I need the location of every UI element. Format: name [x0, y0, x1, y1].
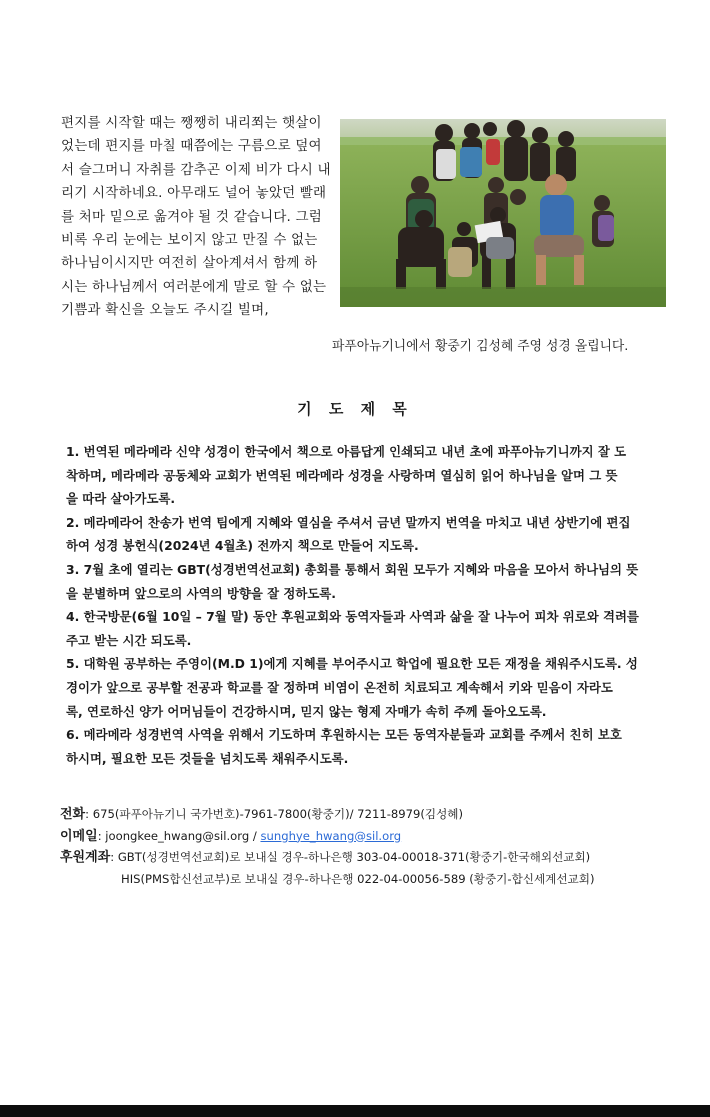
intro-line: 기쁨과 확신을 오늘도 주시길 빌며,: [61, 302, 269, 319]
account-row-his: [60, 869, 680, 891]
intro-line: 하나님이시지만 여전히 살아계셔서 함께 하: [61, 255, 318, 272]
prayer-line: 5. 대학원 공부하는 주영이(M.D 1)에게 지혜를 부어주시고 학업에 필요한 모든 재정을 채워주시도록. 성: [66, 656, 638, 672]
prayer-line: 하여 성경 봉헌식(2024년 4월초) 전까지 책으로 만들어 지도록.: [66, 538, 419, 554]
account-label: 후원계좌: [60, 850, 111, 865]
prayer-line: 1. 번역된 메라메라 신약 성경이 한국에서 책으로 아름답게 인쇄되고 내년 초에 파푸아뉴기니까지 잘 도: [66, 444, 627, 459]
intro-line: 었는데 편지를 마칠 때쯤에는 구름으로 덮여: [61, 138, 322, 155]
prayer-item: [66, 723, 666, 770]
email-prefix: :: [97, 828, 106, 843]
phone-label: 전화: [60, 807, 86, 822]
email-sunghye-link[interactable]: sunghye_hwang@sil.org: [260, 828, 402, 843]
bottom-bar: [0, 1105, 710, 1117]
prayer-item: [66, 652, 666, 723]
letter-signoff: 파푸아뉴기니에서 황중기 김성혜 주영 성경 올립니다.: [332, 339, 629, 354]
prayer-line: 6. 메라메라 성경번역 사역을 위해서 기도하며 후원하시는 모든 동역자분들과 교회를 주께서 친히 보호: [66, 727, 622, 743]
prayer-line: 을 분별하며 앞으로의 사역의 방향을 잘 정하도록.: [66, 585, 336, 601]
intro-line: 를 처마 밑으로 옮겨야 될 것 같습니다. 그럼: [61, 208, 323, 225]
email-joongkee[interactable]: joongkee_hwang@sil.org: [105, 828, 250, 843]
intro-line: 시는 하나님께서 여러분에게 말로 할 수 없는: [61, 278, 327, 295]
letter-intro: [61, 112, 331, 323]
prayer-line: 경이가 앞으로 공부할 전공과 학교를 잘 정하며 비염이 온전히 치료되고 계속해서 키와 믿음이 자라도: [66, 679, 613, 695]
prayer-line: 착하며, 메라메라 공동체와 교회가 번역된 메라메라 성경을 사랑하며 열심히 읽어 하나님을 알며 그 뜻: [66, 467, 618, 483]
prayer-line: 하시며, 필요한 모든 것들을 넘치도록 채워주시도록.: [66, 750, 349, 766]
group-photo: [340, 119, 666, 307]
intro-line: 리기 시작하네요. 아무래도 널어 놓았던 빨래: [61, 185, 327, 202]
intro-line: 서 슬그머니 자취를 감추곤 이제 비가 다시 내: [61, 161, 331, 178]
account-his: HIS(PMS합신선교부)로 보내실 경우-하나은행 022-04-00056-589 (황중기-합신세계선교회): [121, 871, 595, 886]
prayer-item: [66, 511, 666, 558]
prayer-item: [66, 440, 666, 511]
account-row: [60, 847, 680, 869]
email-label: 이메일: [60, 828, 98, 844]
contact-info: [60, 804, 680, 890]
prayer-item: [66, 558, 666, 605]
prayer-list: [66, 440, 666, 770]
email-row: [60, 826, 680, 848]
prayer-line: 록, 연로하신 양가 어머님들이 건강하시며, 믿지 않는 형제 자매가 속히 주께 돌아오도록.: [66, 703, 547, 719]
email-separator: /: [249, 828, 261, 843]
prayer-line: 을 따라 살아가도록.: [66, 491, 176, 507]
phone-row: [60, 804, 680, 826]
prayer-item: [66, 605, 666, 652]
phone-value: : 675(파푸아뉴기니 국가번호)-7961-7800(황중기)/ 7211-8979(김성혜): [85, 807, 464, 821]
account-gbt: : GBT(성경번역선교회)로 보내실 경우-하나은행 303-04-00018-371(황중기-한국해외선교회): [110, 850, 591, 864]
prayer-line: 주고 받는 시간 되도록.: [66, 632, 192, 648]
prayer-line: 3. 7월 초에 열리는 GBT(성경번역선교회) 총회를 통해서 회원 모두가 지혜와 마음을 모아서 하나님의 뜻: [66, 561, 639, 577]
prayer-line: 4. 한국방문(6월 10일 – 7월 말) 동안 후원교회와 동역자들과 사역과 삶을 잘 나누어 피차 위로와 격려를: [66, 609, 639, 625]
prayer-line: 2. 메라메라어 찬송가 번역 팀에게 지혜와 열심을 주셔서 금년 말까지 번역을 마치고 내년 상반기에 편집: [66, 514, 631, 530]
prayer-section-title: 기 도 제 목: [297, 400, 413, 418]
intro-line: 비록 우리 눈에는 보이지 않고 만질 수 없는: [61, 232, 318, 249]
intro-line: 편지를 시작할 때는 쨍쨍히 내리쬐는 햇살이: [61, 115, 322, 131]
